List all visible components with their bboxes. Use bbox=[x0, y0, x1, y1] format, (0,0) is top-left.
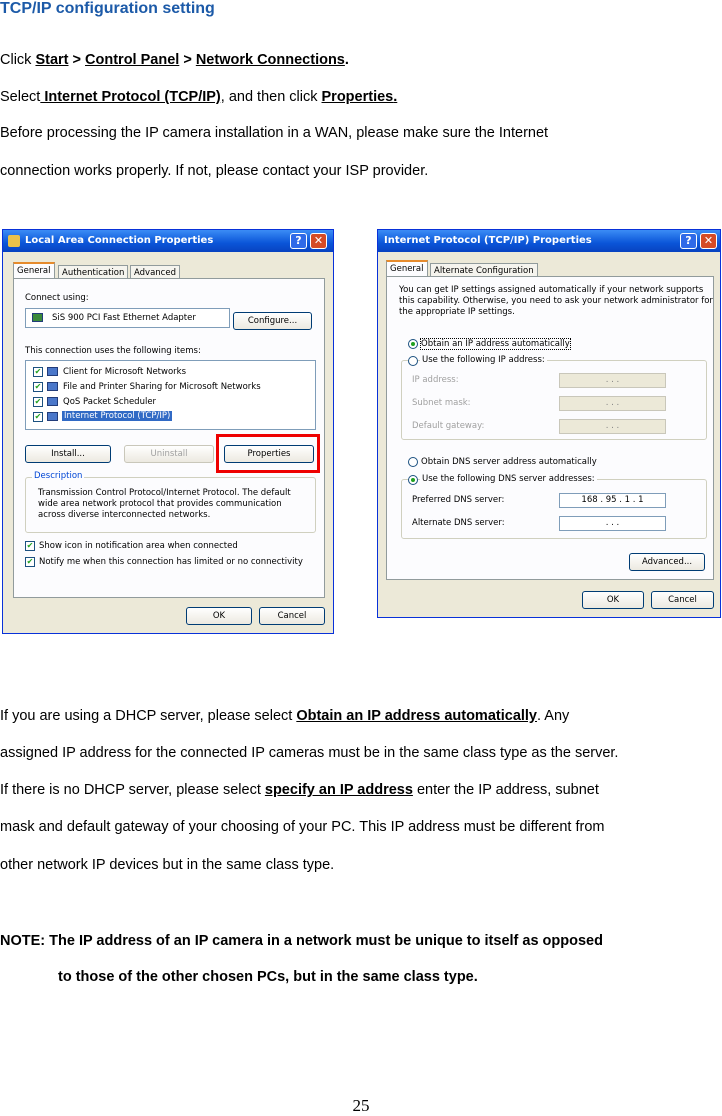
gateway-input[interactable]: . . . bbox=[559, 419, 666, 434]
description-line: wide area network protocol that provides communication bbox=[38, 499, 282, 509]
text: If you are using a DHCP server, please select bbox=[0, 708, 297, 724]
network-icon bbox=[8, 235, 20, 247]
lan-properties-dialog bbox=[2, 229, 334, 634]
preferred-dns-label: Preferred DNS server: bbox=[412, 495, 505, 505]
use-dns-radio[interactable] bbox=[408, 475, 418, 485]
tab-advanced[interactable]: Advanced bbox=[130, 265, 180, 279]
period: . bbox=[393, 89, 398, 105]
text: If there is no DHCP server, please select bbox=[0, 782, 265, 798]
obtain-dns-label[interactable]: Obtain DNS server address automatically bbox=[421, 457, 597, 467]
instruction-line-2 bbox=[0, 89, 397, 105]
checkbox[interactable]: ✔ bbox=[34, 397, 42, 406]
file-sharing-icon bbox=[47, 382, 58, 391]
tab-authentication[interactable]: Authentication bbox=[58, 265, 128, 279]
ip-address-group bbox=[401, 355, 707, 440]
adapter-field bbox=[25, 308, 230, 328]
subnet-label: Subnet mask: bbox=[412, 398, 471, 408]
alternate-dns-label: Alternate DNS server: bbox=[412, 518, 505, 528]
properties-link: Properties bbox=[321, 89, 394, 105]
paragraph-line-1 bbox=[0, 708, 569, 724]
use-ip-radio[interactable] bbox=[408, 356, 418, 366]
list-item[interactable]: QoS Packet Scheduler bbox=[63, 397, 157, 407]
gateway-label: Default gateway: bbox=[412, 421, 485, 431]
close-icon[interactable]: ✕ bbox=[700, 233, 717, 249]
help-icon[interactable]: ? bbox=[680, 233, 697, 249]
tcpip-dialog-title: Internet Protocol (TCP/IP) Properties bbox=[384, 235, 592, 246]
specify-ip-link: specify an IP address bbox=[264, 782, 413, 798]
alternate-dns-input[interactable]: . . . bbox=[559, 516, 666, 531]
lan-title-bar bbox=[3, 230, 333, 252]
obtain-ip-link: Obtain an IP address automatically bbox=[296, 708, 538, 724]
note-line-1: NOTE: The IP address of an IP camera in a network must be unique to itself as opposed bbox=[0, 933, 603, 949]
list-item-selected[interactable]: Internet Protocol (TCP/IP) bbox=[64, 411, 171, 421]
use-dns-label[interactable]: Use the following DNS server addresses: bbox=[422, 474, 595, 484]
adapter-icon bbox=[32, 313, 43, 322]
client-icon bbox=[47, 367, 58, 376]
description-title: Description bbox=[34, 471, 83, 481]
ip-address-input[interactable]: . . . bbox=[559, 373, 666, 388]
items-label: This connection uses the following items: bbox=[25, 346, 201, 356]
highlight-box bbox=[216, 434, 320, 473]
obtain-ip-label[interactable]: Obtain an IP address automatically bbox=[421, 339, 570, 349]
advanced-button[interactable]: Advanced... bbox=[629, 553, 705, 571]
tcpip-link: Internet Protocol (TCP/IP) bbox=[40, 89, 221, 105]
items-list[interactable] bbox=[25, 360, 316, 430]
checkbox[interactable]: ✔ bbox=[34, 367, 42, 376]
separator: > bbox=[179, 52, 196, 68]
adapter-name: SiS 900 PCI Fast Ethernet Adapter bbox=[52, 313, 196, 323]
ok-button[interactable]: OK bbox=[582, 591, 644, 609]
properties-button[interactable]: Properties bbox=[224, 445, 314, 463]
show-icon-checkbox[interactable]: ✔ bbox=[26, 541, 34, 550]
cancel-button[interactable]: Cancel bbox=[651, 591, 714, 609]
intro-line: this capability. Otherwise, you need to ask your network administrator for bbox=[399, 296, 713, 306]
ok-button[interactable]: OK bbox=[186, 607, 252, 625]
checkbox[interactable]: ✔ bbox=[34, 412, 42, 421]
preferred-dns-input[interactable]: 168 . 95 . 1 . 1 bbox=[559, 493, 666, 508]
tcpip-title-bar bbox=[378, 230, 720, 252]
text: enter the IP address, subnet bbox=[412, 782, 599, 798]
tab-general[interactable]: General bbox=[13, 262, 55, 279]
instruction-line-3: Before processing the IP camera installation in a WAN, please make sure the Internet bbox=[0, 125, 549, 141]
list-item[interactable]: Client for Microsoft Networks bbox=[63, 367, 187, 377]
uninstall-button[interactable]: Uninstall bbox=[124, 445, 214, 463]
install-button[interactable]: Install... bbox=[25, 445, 111, 463]
text: , and then click bbox=[220, 89, 322, 105]
tab-alternate-configuration[interactable]: Alternate Configuration bbox=[430, 263, 538, 277]
help-icon[interactable]: ? bbox=[290, 233, 307, 249]
paragraph-line-4: mask and default gateway of your choosing of your PC. This IP address must be different from bbox=[0, 819, 605, 835]
start-link: Start bbox=[35, 52, 69, 68]
lan-dialog-title: Local Area Connection Properties bbox=[25, 235, 214, 246]
page-heading: TCP/IP configuration setting bbox=[0, 0, 215, 17]
paragraph-line-2: assigned IP address for the connected IP cameras must be in the same class type as the server. bbox=[0, 745, 619, 761]
ip-address-label: IP address: bbox=[412, 375, 459, 385]
description-group bbox=[25, 471, 316, 533]
qos-icon bbox=[47, 397, 58, 406]
obtain-ip-radio[interactable] bbox=[408, 339, 418, 349]
tab-general[interactable]: General bbox=[386, 260, 428, 277]
instruction-line-4: connection works properly. If not, please contact your ISP provider. bbox=[0, 163, 429, 179]
notify-label[interactable]: Notify me when this connection has limited or no connectivity bbox=[39, 557, 303, 567]
text: Click bbox=[0, 52, 36, 68]
connect-using-label: Connect using: bbox=[25, 293, 89, 303]
text: Select bbox=[0, 89, 41, 105]
paragraph-line-5: other network IP devices but in the same class type. bbox=[0, 857, 335, 873]
page-number: 25 bbox=[352, 1096, 370, 1115]
paragraph-line-3 bbox=[0, 782, 599, 798]
control-panel-link: Control Panel bbox=[85, 52, 180, 68]
description-line: Transmission Control Protocol/Internet Protocol. The default bbox=[38, 488, 291, 498]
instruction-line-1 bbox=[0, 52, 349, 68]
intro-line: You can get IP settings assigned automatically if your network supports bbox=[399, 285, 704, 295]
dns-group bbox=[401, 474, 707, 539]
subnet-input[interactable]: . . . bbox=[559, 396, 666, 411]
description-line: across diverse interconnected networks. bbox=[38, 510, 211, 520]
period: . bbox=[344, 52, 349, 68]
checkbox[interactable]: ✔ bbox=[34, 382, 42, 391]
use-ip-label[interactable]: Use the following IP address: bbox=[422, 355, 545, 365]
tcpip-icon bbox=[47, 412, 58, 421]
intro-line: the appropriate IP settings. bbox=[399, 307, 515, 317]
close-icon[interactable]: ✕ bbox=[310, 233, 327, 249]
tcpip-properties-dialog bbox=[377, 229, 721, 618]
separator: > bbox=[68, 52, 86, 68]
network-connections-link: Network Connections bbox=[195, 52, 345, 68]
text: . Any bbox=[537, 708, 570, 724]
list-item[interactable]: File and Printer Sharing for Microsoft Networks bbox=[63, 382, 261, 392]
lan-general-panel bbox=[13, 278, 325, 598]
configure-button[interactable]: Configure... bbox=[233, 312, 312, 330]
cancel-button[interactable]: Cancel bbox=[259, 607, 325, 625]
show-icon-label[interactable]: Show icon in notification area when connected bbox=[39, 541, 238, 551]
tcpip-general-panel bbox=[386, 276, 714, 580]
notify-checkbox[interactable]: ✔ bbox=[26, 557, 34, 566]
note-line-2: to those of the other chosen PCs, but in the same class type. bbox=[58, 969, 478, 985]
obtain-dns-radio[interactable] bbox=[408, 457, 418, 467]
